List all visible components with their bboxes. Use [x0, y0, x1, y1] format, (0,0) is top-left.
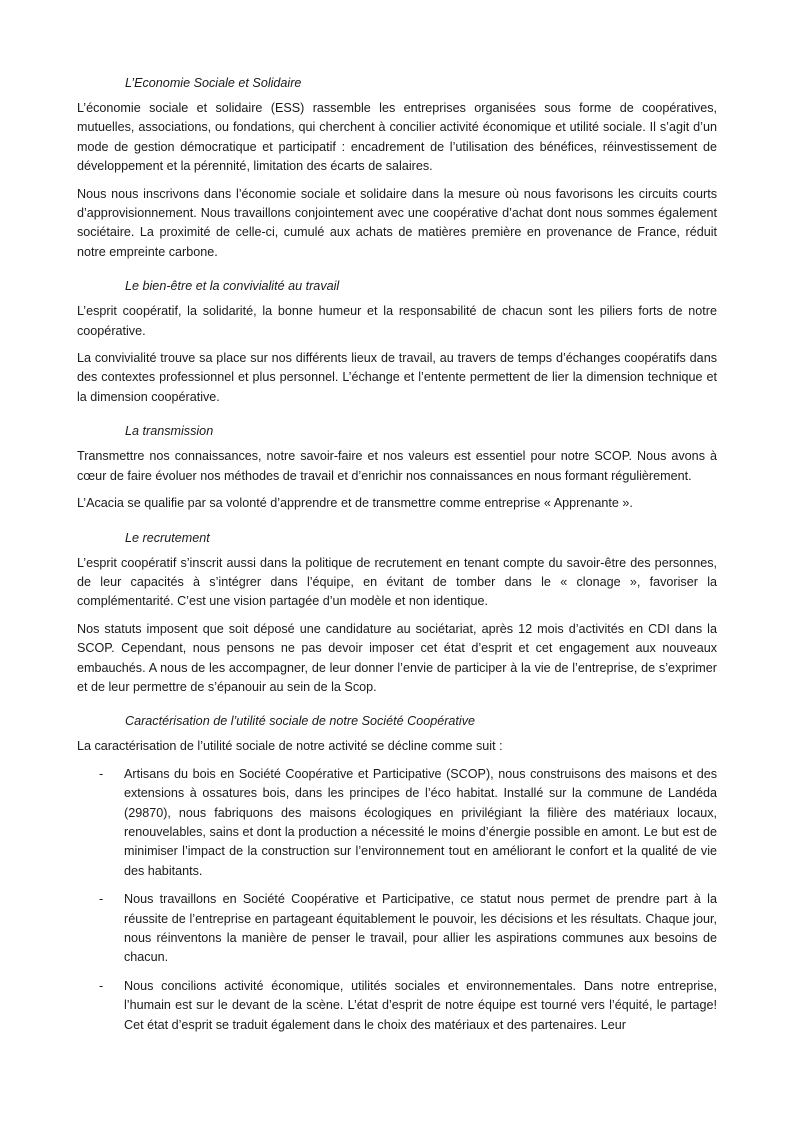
section-utilite-sociale	[77, 711, 717, 1035]
paragraph: Transmettre nos connaissances, notre savoir-faire et nos valeurs est essentiel pour notre SCOP. Nous avons à cœur de faire évoluer nos méthodes de travail et d’enrichir nos connaissances en nous formant régulièrement.	[77, 449, 717, 483]
section-heading: Le bien-être et la convivialité au travail	[125, 279, 340, 294]
section-heading: Caractérisation de l’utilité sociale de notre Société Coopérative	[125, 714, 476, 729]
section-transmission	[77, 421, 717, 513]
paragraph: La convivialité trouve sa place sur nos différents lieux de travail, au travers de temps d’échanges coopératifs dans des contextes professionnel et plus personnel. L’échange et l’entente permettent de lier la dimension technique et la dimension coopérative.	[77, 351, 717, 404]
paragraph: L’esprit coopératif s’inscrit aussi dans la politique de recrutement en tenant compte du savoir-être des personnes, de leur capacités à s’intégrer dans l’équipe, en évitant de tomber dans le « clonage », favoriser la complémentarité. C’est une vision partagée d’un modèle et non identique.	[77, 555, 717, 609]
list-item-text: Nous travaillons en Société Coopérative et Participative, ce statut nous permet de prendre part à la réussite de l’entreprise en partageant équitablement le pouvoir, les décisions et les résultats. Chaque jour, nous réinventons la manière de penser le travail, pour allier les aspirations communes aux besoins de chacun.	[124, 892, 717, 965]
paragraph: Nous nous inscrivons dans l’économie sociale et solidaire dans la mesure où nous favorisons les circuits courts d’approvisionnement. Nous travaillons conjointement avec une coopérative d’achat dont nous sommes également sociétaire. La proximité de celle-ci, cumulé aux achats de matières première en provenance de France, réduit notre empreinte carbone.	[77, 186, 717, 259]
dash-marker: -	[99, 766, 104, 781]
list-item	[77, 890, 717, 968]
list-item-text: Artisans du bois en Société Coopérative et Participative (SCOP), nous construisons des maisons et des extensions à ossatures bois, dans les principes de l’éco habitat. Installé sur la commune de Landéda (29870), nous fabriquons des maisons écologiques en privilégiant la filière des matériaux locaux, renouvelables, sains et dont la production a nécessité le moins d’énergie possible en amont. Le but est de minimiser l’impact de la construction sur l’environnement tout en améliorant le confort et la qualité de vie des habitants.	[124, 766, 717, 878]
paragraph: L’économie sociale et solidaire (ESS) rassemble les entreprises organisées sous forme de coopératives, mutuelles, associations, ou fondations, qui cherchent à concilier activité économique et utilité sociale. Il s’agit d’un mode de gestion démocratique et participatif : encadrement de l’utilisation des bénéfices, réinvestissement de développement et la pérennité, limitation des écarts de salaires.	[77, 101, 717, 174]
bullet-list	[77, 765, 717, 1035]
list-item	[77, 765, 717, 881]
list-item	[77, 977, 717, 1035]
paragraph: L’esprit coopératif, la solidarité, la bonne humeur et la responsabilité de chacun sont les piliers forts de notre coopérative.	[77, 304, 717, 338]
dash-marker: -	[99, 892, 104, 907]
section-recrutement	[77, 528, 717, 698]
section-heading: La transmission	[125, 424, 214, 439]
section-heading: L’Economie Sociale et Solidaire	[125, 76, 302, 90]
paragraph: L’Acacia se qualifie par sa volonté d’apprendre et de transmettre comme entreprise « Apprenante ».	[77, 496, 633, 511]
dash-marker: -	[99, 978, 104, 993]
section-heading: Le recrutement	[125, 530, 210, 545]
paragraph: La caractérisation de l’utilité sociale de notre activité se décline comme suit :	[77, 739, 503, 754]
paragraph: Nos statuts imposent que soit déposé une candidature au sociétariat, après 12 mois d’activités en CDI dans la SCOP. Cependant, nous pensons ne pas devoir imposer cet état d’esprit et cet engagement aux nouveaux embauchés. A nous de les accompagner, de leur donner l’envie de participer à la vie de l’entreprise, de s’exprimer et de leur permettre de s’épanouir au sein de la Scop.	[77, 621, 717, 694]
list-item-text: Nous concilions activité économique, utilités sociales et environnementales. Dans notre entreprise, l’humain est sur le devant de la scène. L’état d’esprit de notre équipe est tourné vers l’équité, le partage! Cet état d’esprit se traduit également dans le choix des matériaux et des partenaires. Leur	[124, 978, 717, 1032]
section-bien-etre	[77, 276, 717, 407]
section-ess	[77, 73, 717, 262]
